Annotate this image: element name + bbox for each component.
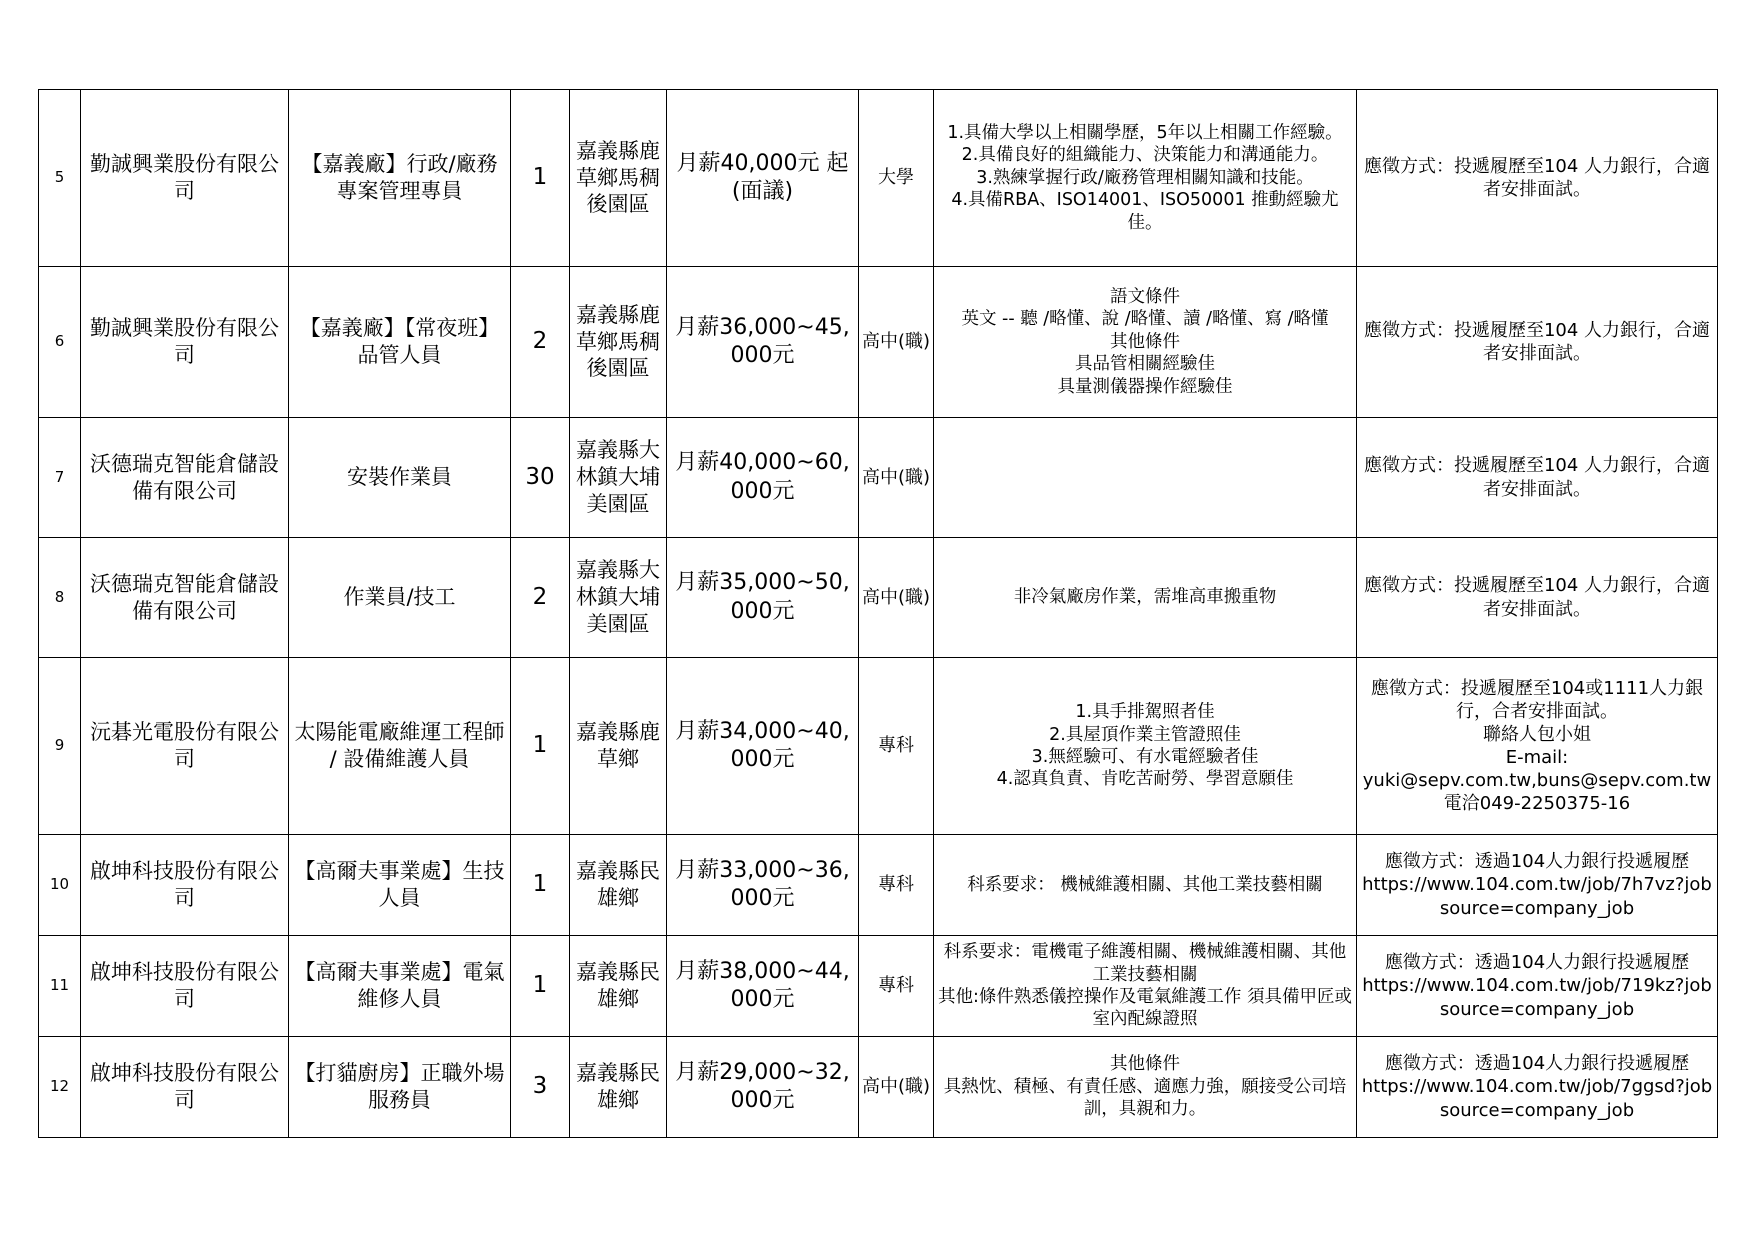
- apply-line: E-mail:: [1505, 747, 1569, 768]
- requirement-line: 2.具備良好的組織能力、決策能力和溝通能力。: [961, 145, 1329, 166]
- table-row: [39, 658, 1718, 835]
- application-method: [1357, 538, 1718, 658]
- education-level: 高中(職): [859, 267, 934, 418]
- requirements: [934, 835, 1357, 936]
- apply-line: 應徵方式：投遞履歷至104或1111人力銀行，合者安排面試。: [1370, 677, 1704, 722]
- row-number: 6: [39, 267, 81, 418]
- education-level: 專科: [859, 936, 934, 1037]
- requirements: [934, 1037, 1357, 1138]
- table-row: [39, 267, 1718, 418]
- requirements: [934, 267, 1357, 418]
- salary: 月薪40,000元 起(面議): [667, 90, 859, 267]
- application-method: [1357, 1037, 1718, 1138]
- job-title: 【嘉義廠】【常夜班】品管人員: [289, 267, 511, 418]
- job-title: 太陽能電廠維運工程師 / 設備維護人員: [289, 658, 511, 835]
- application-method: [1357, 267, 1718, 418]
- salary: 月薪29,000~32,000元: [667, 1037, 859, 1138]
- row-number: 10: [39, 835, 81, 936]
- table-row: [39, 418, 1718, 538]
- requirement-line: 非冷氣廠房作業，需堆高車搬重物: [1013, 587, 1277, 608]
- company-name: 勤誠興業股份有限公司: [81, 267, 289, 418]
- requirement-line: 語文條件: [1110, 287, 1180, 308]
- requirement-line: 3.無經驗可、有水電經驗者佳: [1031, 747, 1259, 767]
- row-number: 7: [39, 418, 81, 538]
- requirement-line: 英文 -- 聽 /略懂、說 /略懂、讀 /略懂、寫 /略懂: [961, 309, 1329, 330]
- requirements: [934, 658, 1357, 835]
- education-level: 大學: [859, 90, 934, 267]
- table-row: [39, 538, 1718, 658]
- application-method: [1357, 936, 1718, 1037]
- education-level: 專科: [859, 835, 934, 936]
- table-row: [39, 936, 1718, 1037]
- openings-count: 3: [511, 1037, 570, 1138]
- job-title: 安裝作業員: [289, 418, 511, 538]
- openings-count: 1: [511, 936, 570, 1037]
- company-name: 勤誠興業股份有限公司: [81, 90, 289, 267]
- education-level: 專科: [859, 658, 934, 835]
- salary: 月薪35,000~50,000元: [667, 538, 859, 658]
- work-location: 嘉義縣民雄鄉: [570, 835, 667, 936]
- openings-count: 1: [511, 835, 570, 936]
- salary: 月薪34,000~40,000元: [667, 658, 859, 835]
- apply-line: 應徵方式：透過104人力銀行投遞履歷: [1384, 851, 1690, 873]
- requirement-line: 其他條件: [1110, 331, 1180, 352]
- education-level: 高中(職): [859, 418, 934, 538]
- company-name: 沃德瑞克智能倉儲設備有限公司: [81, 418, 289, 538]
- work-location: 嘉義縣鹿草鄉馬稠後園區: [570, 267, 667, 418]
- requirement-line: 科系要求： 機械維護相關、其他工業技藝相關: [967, 874, 1323, 895]
- row-number: 5: [39, 90, 81, 267]
- apply-line: 聯絡人包小姐: [1483, 723, 1591, 745]
- work-location: 嘉義縣民雄鄉: [570, 1037, 667, 1138]
- openings-count: 1: [511, 90, 570, 267]
- requirements: [934, 538, 1357, 658]
- requirement-line: 2.具屋頂作業主管證照佳: [1049, 724, 1241, 745]
- requirements: [934, 90, 1357, 267]
- requirements: [934, 418, 1357, 538]
- apply-line: 應徵方式：投遞履歷至104 人力銀行，合適者安排面試。: [1363, 155, 1711, 200]
- company-name: 啟坤科技股份有限公司: [81, 1037, 289, 1138]
- application-method: [1357, 658, 1718, 835]
- work-location: 嘉義縣大林鎮大埔美園區: [570, 418, 667, 538]
- requirement-line: 其他:條件熟悉儀控操作及電氣維護工作 須具備甲匠或室內配線證照: [938, 987, 1352, 1030]
- requirement-line: 1.具手排駕照者佳: [1075, 702, 1215, 723]
- requirement-line: 具品管相關經驗佳: [1075, 354, 1215, 375]
- apply-line: 應徵方式：投遞履歷至104 人力銀行，合適者安排面試。: [1363, 575, 1711, 620]
- row-number: 8: [39, 538, 81, 658]
- requirement-line: 具熱忱、積極、有責任感、適應力強，願接受公司培訓，具親和力。: [943, 1076, 1347, 1120]
- job-listing-table: [38, 89, 1718, 1138]
- requirement-line: 其他條件: [1110, 1054, 1180, 1075]
- apply-line: https://www.104.com.tw/job/7ggsd?jobsource=company_job: [1361, 1076, 1713, 1121]
- job-title: 【高爾夫事業處】電氣維修人員: [289, 936, 511, 1037]
- job-rows: [39, 90, 1718, 1138]
- row-number: 9: [39, 658, 81, 835]
- requirement-line: 1.具備大學以上相關學歷，5年以上相關工作經驗。: [947, 123, 1343, 144]
- application-method: [1357, 90, 1718, 267]
- openings-count: 2: [511, 267, 570, 418]
- requirement-line: 具量測儀器操作經驗佳: [1057, 376, 1233, 397]
- salary: 月薪38,000~44,000元: [667, 936, 859, 1037]
- application-method: [1357, 418, 1718, 538]
- requirement-line: 4.具備RBA、ISO14001、ISO50001 推動經驗尤佳。: [951, 190, 1339, 233]
- requirement-line: 3.熟練掌握行政/廠務管理相關知識和技能。: [976, 167, 1314, 188]
- row-number: 11: [39, 936, 81, 1037]
- apply-line: 應徵方式：投遞履歷至104 人力銀行，合適者安排面試。: [1363, 319, 1711, 364]
- apply-line: 應徵方式：透過104人力銀行投遞履歷: [1384, 952, 1690, 974]
- apply-line: 應徵方式：透過104人力銀行投遞履歷: [1384, 1053, 1690, 1075]
- job-title: 作業員/技工: [289, 538, 511, 658]
- openings-count: 2: [511, 538, 570, 658]
- requirement-line: 4.認真負責、肯吃苦耐勞、學習意願佳: [996, 769, 1294, 790]
- table-row: [39, 835, 1718, 936]
- apply-line: https://www.104.com.tw/job/719kz?jobsource=company_job: [1362, 975, 1712, 1020]
- job-title: 【嘉義廠】行政/廠務專案管理專員: [289, 90, 511, 267]
- company-name: 沃德瑞克智能倉儲設備有限公司: [81, 538, 289, 658]
- work-location: 嘉義縣大林鎮大埔美園區: [570, 538, 667, 658]
- education-level: 高中(職): [859, 538, 934, 658]
- salary: 月薪33,000~36,000元: [667, 835, 859, 936]
- salary: 月薪36,000~45,000元: [667, 267, 859, 418]
- row-number: 12: [39, 1037, 81, 1138]
- table-row: [39, 90, 1718, 267]
- requirements: [934, 936, 1357, 1037]
- openings-count: 30: [511, 418, 570, 538]
- work-location: 嘉義縣鹿草鄉馬稠後園區: [570, 90, 667, 267]
- apply-line: 應徵方式：投遞履歷至104 人力銀行，合適者安排面試。: [1363, 455, 1711, 500]
- work-location: 嘉義縣鹿草鄉: [570, 658, 667, 835]
- application-method: [1357, 835, 1718, 936]
- job-title: 【高爾夫事業處】生技人員: [289, 835, 511, 936]
- apply-line: yuki@sepv.com.tw,buns@sepv.com.tw: [1362, 770, 1712, 792]
- work-location: 嘉義縣民雄鄉: [570, 936, 667, 1037]
- table-row: [39, 1037, 1718, 1138]
- requirement-line: 科系要求：電機電子維護相關、機械維護相關、其他工業技藝相關: [943, 942, 1347, 985]
- apply-line: https://www.104.com.tw/job/7h7vz?jobsource=company_job: [1362, 874, 1712, 919]
- education-level: 高中(職): [859, 1037, 934, 1138]
- company-name: 啟坤科技股份有限公司: [81, 936, 289, 1037]
- job-title: 【打貓廚房】正職外場服務員: [289, 1037, 511, 1138]
- apply-line: 電洽049-2250375-16: [1443, 793, 1631, 815]
- openings-count: 1: [511, 658, 570, 835]
- company-name: 啟坤科技股份有限公司: [81, 835, 289, 936]
- company-name: 沅碁光電股份有限公司: [81, 658, 289, 835]
- salary: 月薪40,000~60,000元: [667, 418, 859, 538]
